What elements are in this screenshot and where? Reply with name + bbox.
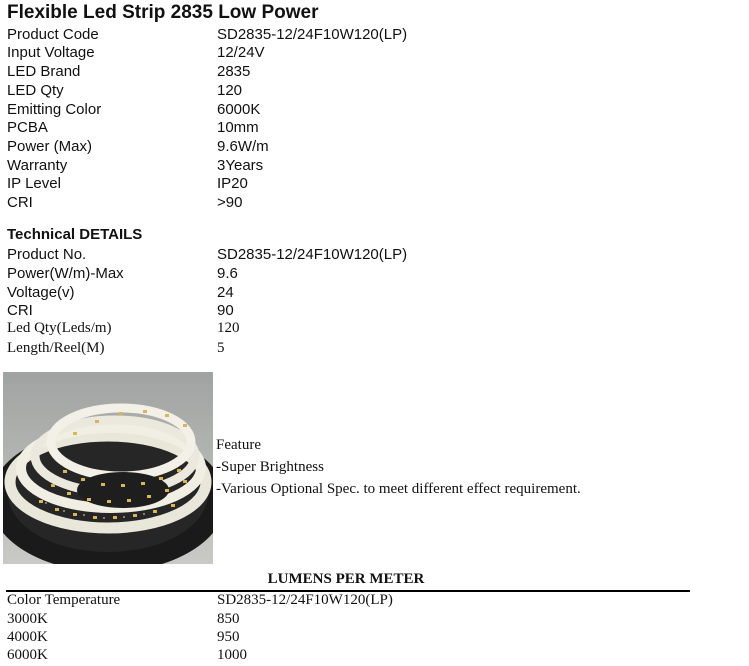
technical-row — [7, 319, 707, 338]
lumens-row — [7, 610, 607, 629]
spec-label: Warranty — [7, 157, 68, 174]
lumens-header-row — [7, 591, 607, 610]
led-strip-reel-image — [3, 372, 213, 564]
technical-row — [7, 245, 707, 264]
spec-label: Emitting Color — [7, 101, 102, 118]
spec-row — [7, 25, 707, 44]
technical-label: Led Qty(Leds/m) — [7, 320, 112, 336]
technical-row — [7, 283, 707, 302]
technical-label: Product No. — [7, 246, 87, 263]
feature-item: -Various Optional Spec. to meet different effect requirement. — [216, 481, 581, 497]
lumens-heading: LUMENS PER METER — [267, 571, 425, 587]
spec-row — [7, 137, 707, 156]
lumens-value: 950 — [217, 629, 240, 645]
technical-value: 9.6 — [217, 265, 238, 282]
lumens-value: 1000 — [217, 647, 247, 663]
spec-row — [7, 43, 707, 62]
spec-value: >90 — [217, 194, 243, 211]
spec-row — [7, 62, 707, 81]
spec-value: 10mm — [217, 119, 259, 136]
spec-value: 12/24V — [217, 44, 265, 61]
lumens-row — [7, 628, 607, 647]
spec-row — [7, 174, 707, 193]
spec-label: Input Voltage — [7, 44, 95, 61]
technical-row — [7, 264, 707, 283]
spec-value: SD2835-12/24F10W120(LP) — [217, 26, 408, 43]
spec-row — [7, 193, 707, 212]
spec-value: 6000K — [217, 101, 261, 118]
lumens-header-value: SD2835-12/24F10W120(LP) — [217, 592, 393, 608]
spec-label: CRI — [7, 194, 33, 211]
technical-value: 90 — [217, 302, 234, 319]
technical-label: Length/Reel(M) — [7, 340, 105, 356]
technical-row — [7, 301, 707, 320]
spec-row — [7, 100, 707, 119]
technical-label: Voltage(v) — [7, 284, 75, 301]
product-photo — [3, 372, 213, 564]
lumens-header-label: Color Temperature — [7, 592, 121, 608]
technical-value: SD2835-12/24F10W120(LP) — [217, 246, 408, 263]
technical-row — [7, 339, 707, 358]
lumens-row — [7, 646, 607, 665]
spec-label: IP Level — [7, 175, 61, 192]
spec-label: PCBA — [7, 119, 48, 136]
lumens-label: 6000K — [7, 647, 48, 663]
spec-row — [7, 118, 707, 137]
spec-label: LED Brand — [7, 63, 81, 80]
page-title: Flexible Led Strip 2835 Low Power — [7, 2, 319, 23]
feature-heading: Feature — [216, 437, 261, 453]
spec-label: Product Code — [7, 26, 99, 43]
spec-value: 120 — [217, 82, 243, 99]
technical-label: CRI — [7, 302, 33, 319]
technical-value: 24 — [217, 284, 234, 301]
technical-value: 120 — [217, 320, 240, 336]
lumens-label: 3000K — [7, 611, 48, 627]
spec-value: IP20 — [217, 175, 248, 192]
spec-value: 3Years — [217, 157, 264, 174]
technical-label: Power(W/m)-Max — [7, 265, 124, 282]
spec-label: LED Qty — [7, 82, 64, 99]
technical-value: 5 — [217, 340, 225, 356]
spec-label: Power (Max) — [7, 138, 93, 155]
feature-item: -Super Brightness — [216, 459, 324, 475]
spec-value: 9.6W/m — [217, 138, 269, 155]
lumens-value: 850 — [217, 611, 240, 627]
spec-row — [7, 156, 707, 175]
technical-heading: Technical DETAILS — [7, 226, 143, 243]
lumens-label: 4000K — [7, 629, 48, 645]
spec-row — [7, 81, 707, 100]
spec-value: 2835 — [217, 63, 251, 80]
